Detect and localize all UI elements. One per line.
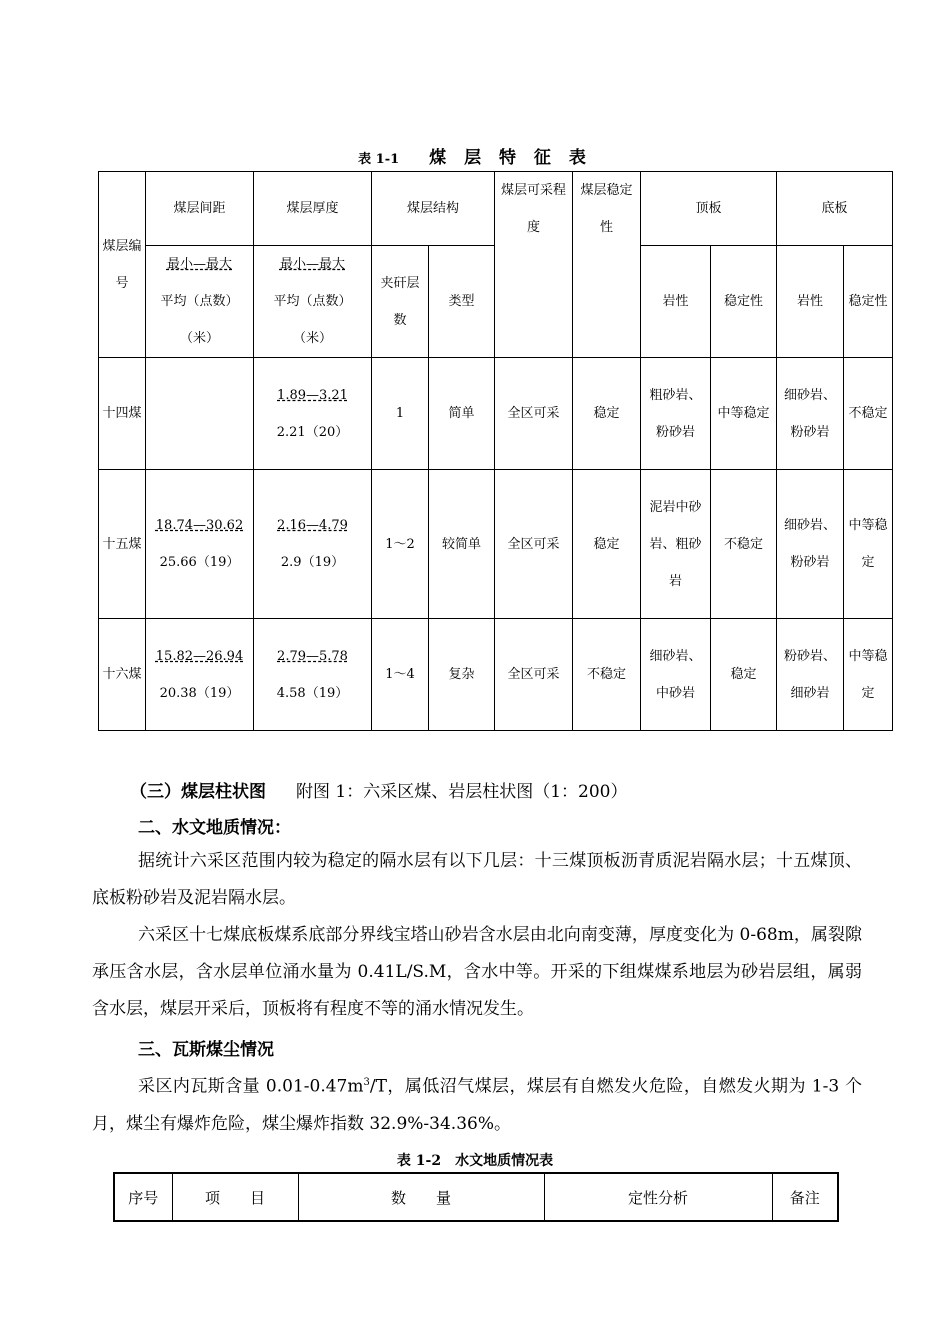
subheader-type: 类型 <box>429 246 495 358</box>
cell-floor-lithology: 粉砂岩、细砂岩 <box>777 619 844 731</box>
cell-roof-lithology: 粗砂岩、粉砂岩 <box>641 358 711 470</box>
table1-caption-title: 煤 层 特 征 表 <box>429 148 592 168</box>
cell-seam: 十四煤 <box>99 358 146 470</box>
header-analysis: 定性分析 <box>544 1173 772 1221</box>
subheader-parting-layers: 夹矸层数 <box>372 246 429 358</box>
cell-seam: 十五煤 <box>99 470 146 619</box>
cell-roof-lithology: 泥岩中砂岩、粗砂岩 <box>641 470 711 619</box>
cell-floor-lithology: 细砂岩、粉砂岩 <box>777 358 844 470</box>
cell-roof-stability: 稳定 <box>711 619 777 731</box>
cell-stability: 不稳定 <box>573 619 641 731</box>
attachment-reference: 附图 1：六采区煤、岩层柱状图（1：200） <box>296 782 628 802</box>
header-thickness: 煤层厚度 <box>254 172 372 246</box>
cell-floor-stability: 不稳定 <box>844 358 893 470</box>
table-header-row <box>114 1173 838 1221</box>
header-structure: 煤层结构 <box>372 172 495 246</box>
table1-caption <box>0 143 950 168</box>
header-roof: 顶板 <box>641 172 777 246</box>
table1-caption-number: 表 1-1 <box>358 152 400 167</box>
cell-roof-stability: 不稳定 <box>711 470 777 619</box>
cell-parting: 1～2 <box>372 470 429 619</box>
cell-type: 较简单 <box>429 470 495 619</box>
section3-heading: （三）煤层柱状图 <box>130 782 266 802</box>
header-floor: 底板 <box>777 172 893 246</box>
table-row <box>99 619 893 731</box>
cell-type: 简单 <box>429 358 495 470</box>
cell-type: 复杂 <box>429 619 495 731</box>
subheader-floor-lithology: 岩性 <box>777 246 844 358</box>
subheader-floor-stability: 稳定性 <box>844 246 893 358</box>
gas-paragraph: 采区内瓦斯含量 $0.01-0.47m^3/T$，属低沼气煤层，煤层有自燃发火危险，自燃发火期为 1-3 个月，煤尘有爆炸危险，煤尘爆炸指数 32.9%-34.36%。 <box>92 1076 862 1134</box>
hydro-table <box>113 1172 839 1222</box>
table-row <box>99 470 893 619</box>
cell-floor-stability: 中等稳定 <box>844 470 893 619</box>
cell-minable: 全区可采 <box>495 470 573 619</box>
subheader-thickness: 最小—最大 平均（点数） （米） <box>254 246 372 358</box>
header-stability: 煤层稳定性 <box>573 172 641 358</box>
cell-interval: 18.74—30.62 25.66（19） <box>146 470 254 619</box>
hydro-paragraph-1: 据统计六采区范围内较为稳定的隔水层有以下几层：十三煤顶板沥青质泥岩隔水层；十五煤顶、底板粉砂岩及泥岩隔水层。 <box>92 851 862 908</box>
header-serial: 序号 <box>114 1173 172 1221</box>
cell-interval <box>146 358 254 470</box>
hydro-heading: 二、水文地质情况： <box>138 818 291 838</box>
cell-thickness: 1.89—3.21 2.21（20） <box>254 358 372 470</box>
coal-seam-table <box>98 171 893 731</box>
header-item: 项 目 <box>172 1173 298 1221</box>
subheader-roof-lithology: 岩性 <box>641 246 711 358</box>
header-quantity: 数 量 <box>298 1173 544 1221</box>
cell-roof-lithology: 细砂岩、中砂岩 <box>641 619 711 731</box>
cell-thickness: 2.79—5.78 4.58（19） <box>254 619 372 731</box>
cell-minable: 全区可采 <box>495 358 573 470</box>
table2-caption: 表 1-2 水文地质情况表 <box>396 1153 554 1169</box>
header-seam-no: 煤层编号 <box>99 172 146 358</box>
cell-seam: 十六煤 <box>99 619 146 731</box>
header-remarks: 备注 <box>772 1173 838 1221</box>
cell-floor-lithology: 细砂岩、粉砂岩 <box>777 470 844 619</box>
header-interval: 煤层间距 <box>146 172 254 246</box>
table-row <box>99 358 893 470</box>
cell-stability: 稳定 <box>573 358 641 470</box>
cell-parting: 1 <box>372 358 429 470</box>
cell-stability: 稳定 <box>573 470 641 619</box>
cell-roof-stability: 中等稳定 <box>711 358 777 470</box>
gas-heading: 三、瓦斯煤尘情况 <box>138 1040 274 1060</box>
subheader-interval: 最小—最大 平均（点数） （米） <box>146 246 254 358</box>
cell-parting: 1～4 <box>372 619 429 731</box>
header-minable: 煤层可采程度 <box>495 172 573 358</box>
hydro-paragraph-2: 六采区十七煤底板煤系底部分界线宝塔山砂岩含水层由北向南变薄，厚度变化为 0-68m，属裂隙承压含水层，含水层单位涌水量为 0.41L/S.M，含水中等。开采的下组煤煤系地层为砂岩层组，属弱含水层，煤层开采后，顶板将有程度不等的涌水情况发生。 <box>92 925 862 1019</box>
subheader-roof-stability: 稳定性 <box>711 246 777 358</box>
cell-minable: 全区可采 <box>495 619 573 731</box>
table-header-row <box>99 172 893 246</box>
cell-interval: 15.82—26.94 20.38（19） <box>146 619 254 731</box>
cell-thickness: 2.16—4.79 2.9（19） <box>254 470 372 619</box>
section3-line <box>130 777 627 802</box>
cell-floor-stability: 中等稳定 <box>844 619 893 731</box>
